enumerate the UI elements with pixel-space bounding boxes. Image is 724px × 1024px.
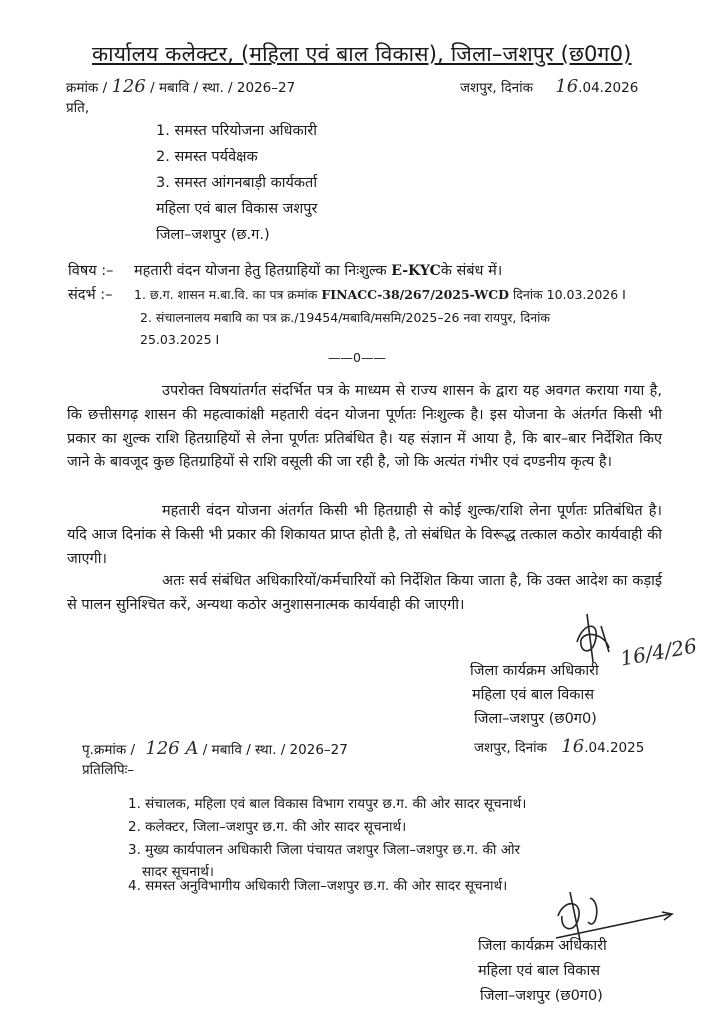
signatory-2-district: जिला–जशपुर (छ0ग0): [480, 988, 603, 1004]
endorsement-place-date: [474, 736, 644, 757]
copy-label: प्रतिलिपिः–: [82, 762, 135, 778]
reference-1-code: FINACC-38/267/2025-WCD: [321, 287, 510, 302]
signature-1-handwritten-date: 16/4/26: [618, 633, 699, 671]
ref-number-handwritten: 126: [111, 76, 146, 97]
endorsement-place-date-label: जशपुर, दिनांक: [474, 740, 547, 756]
copy-1: 1. संचालक, महिला एवं बाल विकास विभाग रायपुर छ.ग. की ओर सादर सूचनार्थ।: [128, 796, 527, 812]
endorsement-ref-prefix: पृ.क्रमांक /: [82, 742, 136, 758]
body-paragraph-2: महतारी वंदन योजना अंतर्गत किसी भी हितग्राही से कोई शुल्क/राशि लेना पूर्णतः प्रतिबंधित है। यदि आज दिनांक से किसी भी प्रकार की शिकायत प्राप्त होती है, तो संबंधित के विरूद्ध तत्काल कठोर कार्यवाही की जाएगी।: [67, 503, 662, 567]
office-title: कार्यालय कलेक्टर, (महिला एवं बाल विकास), जिला–जशपुर (छ0ग0): [92, 42, 632, 66]
subject-ekyc: E-KYC: [391, 263, 441, 279]
date-printed: .04.2026: [578, 80, 639, 96]
reference-1: 1. छ.ग. शासन म.बा.वि. का पत्र क्रमांक FINACC-38/267/2025-WCD दिनांक 10.03.2026 I: [134, 287, 626, 302]
endorsement-reference-line: [82, 738, 348, 759]
signatory-1-district: जिला–जशपुर (छ0ग0): [474, 711, 597, 727]
recipient-3: 3. समस्त आंगनबाड़ी कार्यकर्ता: [156, 175, 318, 191]
endorsement-date-printed: .04.2025: [584, 740, 645, 756]
body-paragraph-1: उपरोक्त विषयांतर्गत संदर्भित पत्र के माध्यम से राज्य शासन के द्वारा यह अवगत कराया गया है, कि छत्तीसगढ़ शासन की महत्वाकांक्षी महतारी वंदन योजना पूर्णतः निःशुल्क है। इस योजना के अंतर्गत किसी भी प्रकार का शुल्क राशि हितग्राहियों से लेना पूर्णतः प्रतिबंधित है। यह संज्ञान में आया है, कि बार–बार निर्देशित किए जाने के बावजूद कुछ हितग्राहियों से राशि वसूली की जा रही है, जो कि अत्यंत गंभीर एवं दण्डनीय कृत्य है।: [67, 383, 662, 471]
signatory-2-title: जिला कार्यक्रम अधिकारी: [478, 938, 607, 954]
recipient-dept: महिला एवं बाल विकास जशपुर: [156, 201, 318, 217]
subject-text: महतारी वंदन योजना हेतु हितग्राहियों का निःशुल्क E-KYCके संबंध में।: [134, 263, 503, 279]
recipient-district: जिला–जशपुर (छ.ग.): [156, 227, 270, 243]
body-paragraph-3: अतः सर्व संबंधित अधिकारियों/कर्मचारियों को निर्देशित किया जाता है, कि उक्त आदेश का कड़ाई से पालन सुनिश्चित करें, अन्यथा कठोर अनुशासनात्मक कार्यवाही की जाएगी।: [67, 573, 662, 613]
recipient-1: 1. समस्त परियोजना अधिकारी: [156, 123, 318, 139]
reference-line: [66, 76, 295, 97]
recipient-2: 2. समस्त पर्यवेक्षक: [156, 149, 258, 165]
place-date-label: जशपुर, दिनांक: [460, 80, 533, 96]
reference-2-date: 25.03.2025 I: [140, 332, 220, 347]
signatory-2-dept: महिला एवं बाल विकास: [478, 963, 600, 979]
copy-3: 3. मुख्य कार्यपालन अधिकारी जिला पंचायत जशपुर जिला–जशपुर छ.ग. की ओर: [128, 842, 521, 858]
endorsement-ref-number-handwritten: 126 A: [145, 738, 199, 759]
endorsement-ref-suffix: / मबावि / स्था. / 2026–27: [202, 742, 348, 758]
references-label: संदर्भ :–: [68, 287, 113, 303]
ref-suffix: / मबावि / स्था. / 2026–27: [150, 80, 296, 96]
header-place-date: [460, 76, 638, 97]
copy-4: 4. समस्त अनुविभागीय अधिकारी जिला–जशपुर छ.ग. की ओर सादर सूचनार्थ।: [128, 878, 508, 894]
signatory-1-title: जिला कार्यक्रम अधिकारी: [470, 663, 599, 679]
date-handwritten: 16: [555, 76, 579, 97]
endorsement-date-handwritten: 16: [561, 736, 585, 757]
divider: ——0——: [328, 350, 386, 365]
ref-prefix: क्रमांक /: [66, 80, 108, 96]
reference-2: 2. संचालनालय मबावि का पत्र क्र./19454/मबावि/मसमि/2025–26 नवा रायपुर, दिनांक: [140, 310, 550, 325]
signatory-1-dept: महिला एवं बाल विकास: [472, 687, 594, 703]
copy-2: 2. कलेक्टर, जिला–जशपुर छ.ग. की ओर सादर सूचनार्थ।: [128, 819, 407, 835]
to-label: प्रति,: [66, 100, 90, 116]
subject-label: विषय :–: [68, 263, 114, 279]
copy-3-continued: सादर सूचनार्थ।: [142, 864, 215, 880]
